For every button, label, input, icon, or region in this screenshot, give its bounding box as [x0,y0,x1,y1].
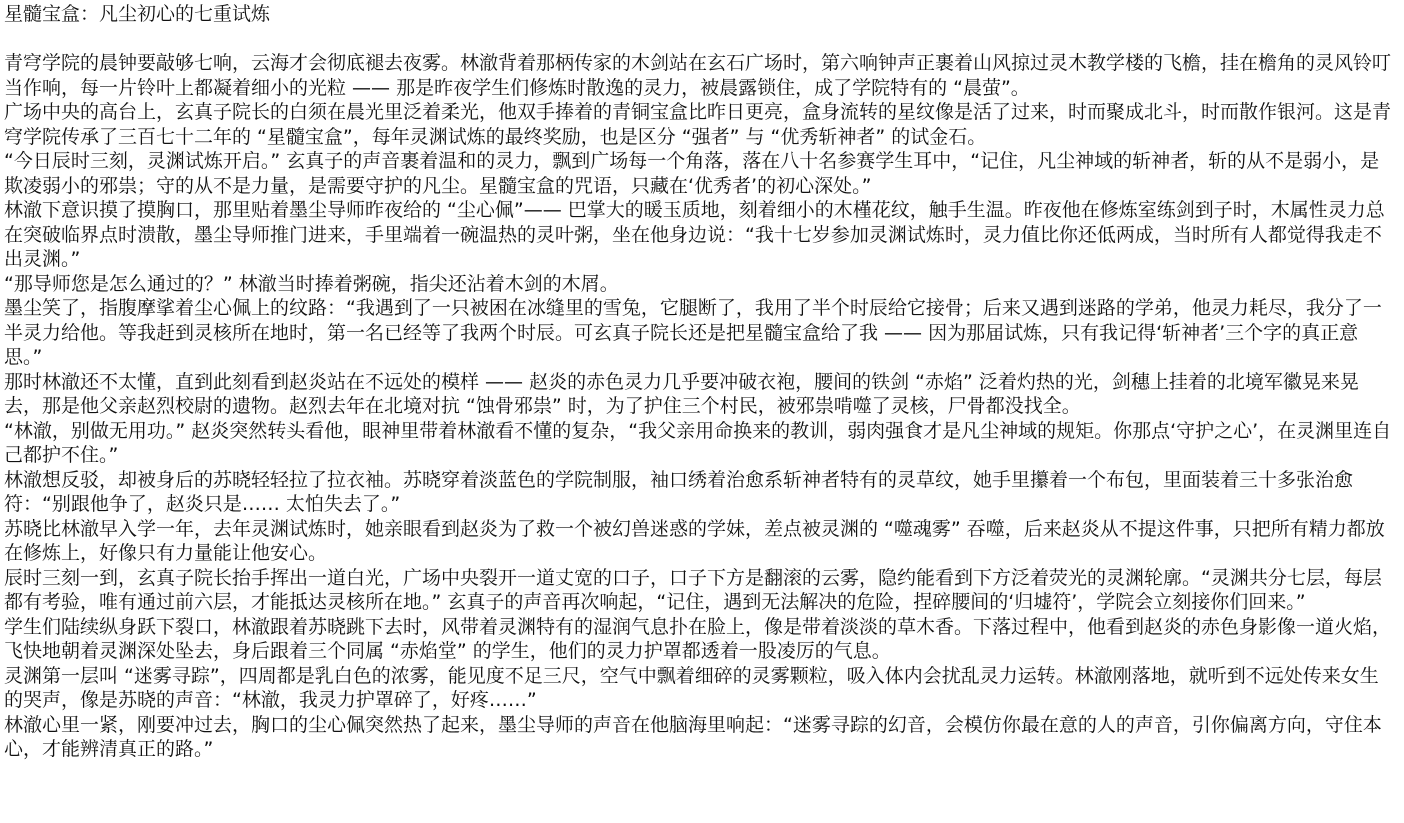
paragraph-12: 学生们陆续纵身跃下裂口，林澈跟着苏晓跳下去时，风带着灵渊特有的湿润气息扑在脸上，像是带着淡淡的草木香。下落过程中，他看到赵炎的赤色身影像一道火焰，飞快地朝着灵渊深处坠去，身后跟着三个同属 “赤焰堂” 的学生，他们的灵力护罩都透着一股凌厉的气息。 [4,615,1392,662]
blank-line [4,27,1392,52]
document-title: 星髓宝盒：凡尘初心的七重试炼 [4,3,271,25]
paragraph-9: 林澈想反驳，却被身后的苏晓轻轻拉了拉衣袖。苏晓穿着淡蓝色的学院制服，袖口绣着治愈系斩神者特有的灵草纹，她手里攥着一个布包，里面装着三十多张治愈符：“别跟他争了，赵炎只是…… 太怕失去了。” [4,468,1354,515]
paragraph-13: 灵渊第一层叫 “迷雾寻踪”，四周都是乳白色的浓雾，能见度不足三尺，空气中飘着细碎的灵雾颗粒，吸入体内会扰乱灵力运转。林澈刚落地，就听到不远处传来女生的哭声，像是苏晓的声音：“林澈，我灵力护罩碎了，好疼……” [4,664,1379,711]
paragraph-8: “林澈，别做无用功。” 赵炎突然转头看他，眼神里带着林澈看不懂的复杂，“我父亲用命换来的教训，弱肉强食才是凡尘神域的规矩。你那点‘守护之心’，在灵渊里连自己都护不住。” [4,419,1392,466]
paragraph-1: 青穹学院的晨钟要敲够七响，云海才会彻底褪去夜雾。林澈背着那柄传家的木剑站在玄石广场时，第六响钟声正裹着山风掠过灵木教学楼的飞檐，挂在檐角的灵风铃叮当作响，每一片铃叶上都凝着细小的光粒 —— 那是昨夜学生们修炼时散逸的灵力，被晨露锁住，成了学院特有的 “晨萤”。 [4,52,1392,99]
paragraph-5: “那导师您是怎么通过的？” 林澈当时捧着粥碗，指尖还沾着木剑的木屑。 [4,272,619,295]
paragraph-10: 苏晓比林澈早入学一年，去年灵渊试炼时，她亲眼看到赵炎为了救一个被幻兽迷惑的学妹，差点被灵渊的 “噬魂雾” 吞噬，后来赵炎从不提这件事，只把所有精力都放在修炼上，好像只有力量能让他安心。 [4,517,1385,564]
paragraph-11: 辰时三刻一到，玄真子院长抬手挥出一道白光，广场中央裂开一道丈宽的口子，口子下方是翻滚的云雾，隐约能看到下方泛着荧光的灵渊轮廓。“灵渊共分七层，每层都有考验，唯有通过前六层，才能抵达灵核所在地。” 玄真子的声音再次响起，“记住，遇到无法解决的危险，捏碎腰间的‘归墟符’，学院会立刻接你们回来。” [4,566,1382,613]
paragraph-7: 那时林澈还不太懂，直到此刻看到赵炎站在不远处的模样 —— 赵炎的赤色灵力几乎要冲破衣袍，腰间的铁剑 “赤焰” 泛着灼热的光，剑穗上挂着的北境军徽晃来晃去，那是他父亲赵烈校尉的遗物。赵烈去年在北境对抗 “蚀骨邪祟” 时，为了护住三个村民，被邪祟啃噬了灵核，尸骨都没找全。 [4,370,1359,417]
paragraph-4: 林澈下意识摸了摸胸口，那里贴着墨尘导师昨夜给的 “尘心佩”—— 巴掌大的暖玉质地，刻着细小的木槿花纹，触手生温。昨夜他在修炼室练剑到子时，木属性灵力总在突破临界点时溃散，墨尘导师推门进来，手里端着一碗温热的灵叶粥，坐在他身边说：“我十七岁参加灵渊试炼时，灵力值比你还低两成，当时所有人都觉得我走不出灵渊。” [4,199,1385,270]
paragraph-2: 广场中央的高台上，玄真子院长的白须在晨光里泛着柔光，他双手捧着的青铜宝盒比昨日更亮，盒身流转的星纹像是活了过来，时而聚成北斗，时而散作银河。这是青穹学院传承了三百七十二年的 “星髓宝盒”，每年灵渊试炼的最终奖励，也是区分 “强者” 与 “优秀斩神者” 的试金石。 [4,101,1392,148]
paragraph-14: 林澈心里一紧，刚要冲过去，胸口的尘心佩突然热了起来，墨尘导师的声音在他脑海里响起：“迷雾寻踪的幻音，会模仿你最在意的人的声音，引你偏离方向，守住本心，才能辨清真正的路。” [4,713,1382,760]
paragraph-6: 墨尘笑了，指腹摩挲着尘心佩上的纹路：“我遇到了一只被困在冰缝里的雪兔，它腿断了，我用了半个时辰给它接骨；后来又遇到迷路的学弟，他灵力耗尽，我分了一半灵力给他。等我赶到灵核所在地时，第一名已经等了我两个时辰。可玄真子院长还是把星髓宝盒给了我 —— 因为那届试炼，只有我记得‘斩神者’三个字的真正意思。” [4,297,1382,368]
paragraph-3: “今日辰时三刻，灵渊试炼开启。” 玄真子的声音裹着温和的灵力，飘到广场每一个角落，落在八十名参赛学生耳中，“记住，凡尘神域的斩神者，斩的从不是弱小，是欺凌弱小的邪祟；守的从不是力量，是需要守护的凡尘。星髓宝盒的咒语，只藏在‘优秀者’的初心深处。” [4,150,1380,197]
